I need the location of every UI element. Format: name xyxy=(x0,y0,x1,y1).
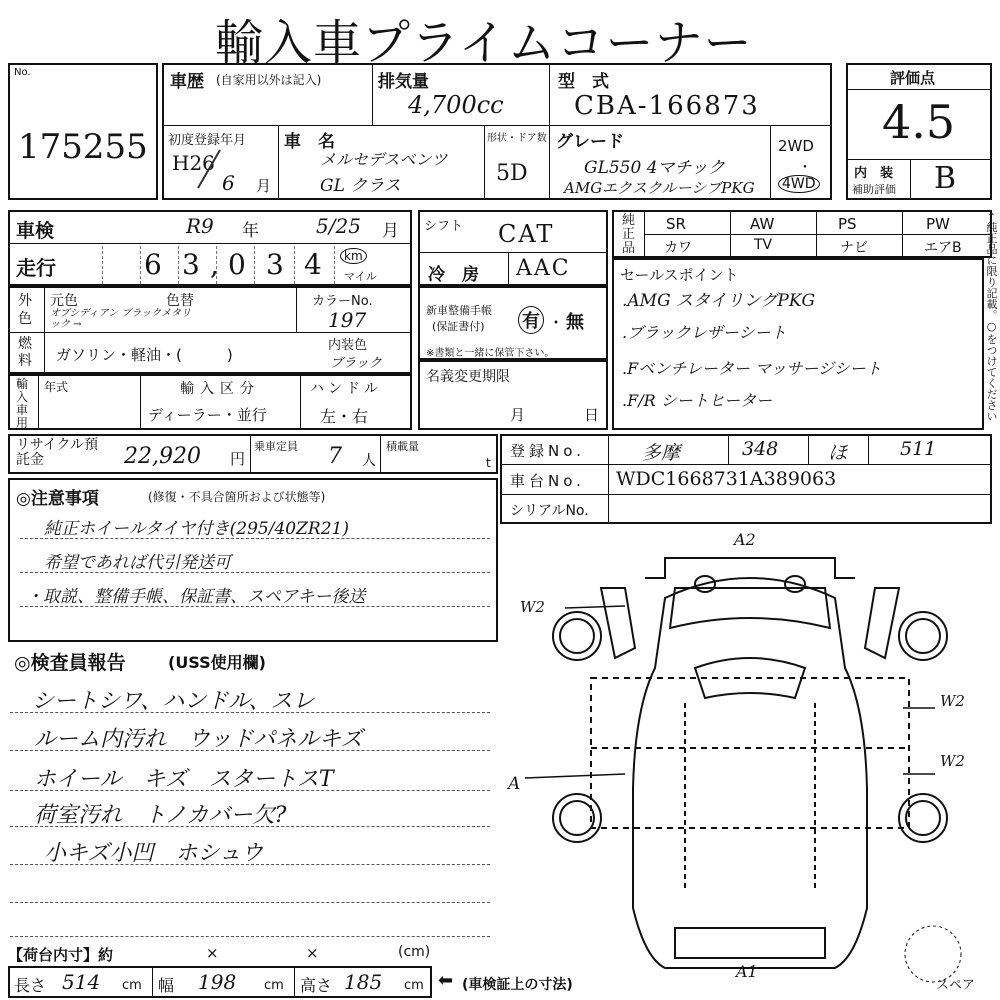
cargo-x2: × xyxy=(306,944,319,962)
manual-sub: (保証書付) xyxy=(432,320,485,333)
note-line-2: 希望であれば代引発送可 xyxy=(44,553,231,573)
color-code-value: 197 xyxy=(328,308,367,332)
inspection-date: 5/25 xyxy=(316,214,361,238)
shape-value: 5D xyxy=(496,161,528,186)
car-name-line1: メルセデスベンツ xyxy=(320,150,448,169)
inspection-era: R9 xyxy=(186,214,214,238)
sales-point-1: .AMG スタイリングPKG xyxy=(622,291,816,311)
model-value: CBA-166873 xyxy=(574,91,760,121)
recycle-value: 22,920 xyxy=(124,444,201,469)
manual-box: 新車整備手帳 (保証書付) 有 ・ 無 ※書類と一緒に保管下さい。 xyxy=(418,286,608,360)
cargo-unit: (cm) xyxy=(398,944,431,960)
mark-a2: A2 xyxy=(734,530,756,549)
color-box xyxy=(8,286,412,374)
mark-a1: A1 xyxy=(736,962,758,981)
cargo-x1: × xyxy=(206,944,219,962)
car-name-line2: GL クラス xyxy=(320,176,401,196)
first-reg-label: 初度登録年月 xyxy=(168,133,247,148)
shift-label: シフト xyxy=(424,219,464,234)
inspection-box xyxy=(8,210,412,286)
chassis-value: WDC1668731A389063 xyxy=(616,468,837,490)
side-note: ←純正品に限り記載。○をつけてください xyxy=(985,212,998,422)
inspector-sub: (USS使用欄) xyxy=(168,653,266,672)
name-change-day: 日 xyxy=(584,406,600,424)
grade-label: グレード xyxy=(556,132,624,152)
spare-label: スペア xyxy=(936,978,976,993)
orig-color-value: オブシディアン ブラックメタリック → xyxy=(50,308,191,330)
mark-w2-right-2: W2 xyxy=(940,752,965,770)
recycle-box xyxy=(8,434,498,474)
ext-color-label: 外色 xyxy=(18,293,32,327)
first-reg-year: H26 xyxy=(172,151,215,175)
width-unit: cm xyxy=(264,978,284,993)
load-unit: t xyxy=(486,456,491,470)
notes-box xyxy=(8,478,498,642)
color-code-label: カラーNo. xyxy=(312,294,373,309)
reg-number: 511 xyxy=(900,438,937,460)
first-reg-month: 6 xyxy=(222,171,235,195)
reg-area: 多摩 xyxy=(642,442,681,464)
displacement-label: 排気量 xyxy=(378,72,429,92)
height-unit: cm xyxy=(404,978,424,993)
inspector-line-3: ホイール キズ スタートスT xyxy=(34,767,334,792)
equip-tv: TV xyxy=(754,237,773,253)
name-change-label: 名義変更期限 xyxy=(426,369,510,385)
shift-box xyxy=(418,210,608,286)
equip-pw: PW xyxy=(926,215,950,233)
mileage-unit-mile: マイル xyxy=(344,270,377,283)
length-unit: cm xyxy=(122,978,142,993)
serial-label: シリアルNo. xyxy=(510,503,589,519)
equipment-box xyxy=(612,210,992,258)
drive-2wd: 2WD xyxy=(778,137,814,155)
reg-kana: ほ xyxy=(828,442,848,464)
name-change-month: 月 xyxy=(510,406,526,424)
note-line-1: 純正ホイールタイヤ付き(295/40ZR21) xyxy=(44,519,349,539)
width-label: 幅 xyxy=(158,976,175,995)
fuel-label: 燃料 xyxy=(18,336,32,369)
inspection-label: 車検 xyxy=(16,220,55,242)
import-box xyxy=(8,374,412,430)
manual-label: 新車整備手帳 xyxy=(426,304,492,317)
model-label: 型 式 xyxy=(558,72,609,92)
name-change-box xyxy=(418,360,608,430)
length-value: 514 xyxy=(62,970,101,994)
page-title: 輸入車プライムコーナー xyxy=(215,15,753,71)
evaluation-box xyxy=(846,63,992,200)
equip-sr: SR xyxy=(666,215,686,233)
handle-label: ハンドル xyxy=(310,381,382,397)
mileage-digit-6: 4 xyxy=(304,248,322,281)
equip-navi: ナビ xyxy=(840,240,868,256)
orig-color-label: 元色 xyxy=(50,293,78,309)
notes-label: ◎注意事項 xyxy=(16,489,99,509)
note-line-3: ・取説、整備手帳、保証書、スペアキー後送 xyxy=(26,587,366,607)
mileage-digit-4: 0 xyxy=(228,248,246,281)
lot-number: 175255 xyxy=(18,127,148,167)
shift-value: CAT xyxy=(498,220,555,248)
mark-a: A xyxy=(508,774,521,794)
header-grid: 車歴 (自家用以外は記入) 排気量 4,700cc 型 式 CBA-166873 初度登録年月 H26 6 月 車 名 メルセデスベンツ GL クラス 形状・ドア数 5D グレード GL550 4マチック AMGエクスクルーシブPKG 2WD ・ 4WD xyxy=(162,63,832,200)
recycle-unit: 円 xyxy=(230,450,246,468)
chassis-label: 車台No. xyxy=(510,472,585,490)
aux-label: 補助評価 xyxy=(852,183,896,196)
displacement-value: 4,700cc xyxy=(408,91,504,119)
mileage-digit-1: 6 xyxy=(144,248,162,281)
import-label: 輸入車用 xyxy=(16,377,29,430)
inspector-label: ◎検査員報告 xyxy=(14,652,126,674)
dimensions-box xyxy=(8,966,432,998)
equip-kawa: カワ xyxy=(664,240,692,256)
car-name-label: 車 名 xyxy=(284,132,335,152)
mileage-label: 走行 xyxy=(16,256,56,280)
load-label: 積載量 xyxy=(386,440,419,453)
sales-point-4: .F/R シートヒーター xyxy=(622,391,773,410)
sales-point-3: .Fベンチレーター マッサージシート xyxy=(622,359,882,378)
notes-sub: (修復・不具合箇所および状態等) xyxy=(148,490,326,504)
interior-score: B xyxy=(934,161,957,196)
mileage-digit-3: , xyxy=(210,248,219,281)
width-value: 198 xyxy=(198,970,237,994)
import-class-label: 輸入区分 xyxy=(180,381,260,397)
dims-note: (車検証上の寸法) xyxy=(462,977,573,993)
history-note: (自家用以外は記入) xyxy=(216,73,322,87)
import-year-label: 年式 xyxy=(44,380,69,394)
manual-yes: 有 xyxy=(518,306,544,334)
inspector-line-1: シートシワ、ハンドル、スレ xyxy=(32,689,315,714)
handle-value: 左・右 xyxy=(320,407,369,426)
equip-ps: PS xyxy=(838,215,857,233)
height-label: 高さ xyxy=(300,976,333,995)
inspection-month-unit: 月 xyxy=(382,221,399,241)
import-class-value: ディーラー・並行 xyxy=(148,406,267,424)
mark-w2-right-1: W2 xyxy=(940,692,965,710)
height-value: 185 xyxy=(344,970,383,994)
mileage-unit-km: km xyxy=(340,248,367,264)
color-change-label: 色替 xyxy=(166,293,194,309)
equip-aw: AW xyxy=(750,215,775,233)
first-reg-month-unit: 月 xyxy=(256,177,272,195)
sales-point-2: .ブラックレザーシート xyxy=(622,323,787,342)
mileage-digit-2: 3 xyxy=(182,248,200,281)
registration-box xyxy=(500,434,992,524)
reg-label: 登録No. xyxy=(510,442,585,460)
manual-no: 無 xyxy=(566,312,584,333)
ac-label: 冷 房 xyxy=(428,265,479,285)
interior-color-label: 内装色 xyxy=(328,338,368,353)
drive-4wd: 4WD xyxy=(778,175,820,193)
interior-label: 内 装 xyxy=(854,166,894,181)
inspector-line-5: 小キズ小凹 ホシュウ xyxy=(44,841,264,866)
cargo-label: 【荷台内寸】約 xyxy=(8,946,114,964)
grade-line2: AMGエクスクルーシブPKG xyxy=(564,179,755,197)
manual-note: ※書類と一緒に保管下さい。 xyxy=(426,348,555,359)
sales-points-label: セールスポイント xyxy=(620,266,739,284)
interior-color-value: ブラック xyxy=(330,356,382,371)
lot-label: No. xyxy=(14,67,31,78)
fuel-options: ガソリン・軽油・( ) xyxy=(56,346,233,364)
capacity-unit: 人 xyxy=(362,453,376,469)
evaluation-score: 4.5 xyxy=(882,95,956,149)
length-label: 長さ xyxy=(14,976,47,995)
grade-line1: GL550 4マチック xyxy=(584,158,726,178)
reg-class: 348 xyxy=(742,438,779,460)
equip-airbag: エアB xyxy=(924,240,962,256)
inspector-line-4: 荷室汚れ トノカバー欠? xyxy=(34,803,287,828)
arrow-left-icon: ⬅ xyxy=(438,970,454,991)
recycle-label: リサイクル預託金 xyxy=(16,437,99,468)
equipment-label: 純正品 xyxy=(622,213,636,256)
ac-value: AAC xyxy=(516,256,571,281)
history-label: 車歴 xyxy=(170,72,204,92)
capacity-value: 7 xyxy=(328,444,342,469)
shape-label: 形状・ドア数 xyxy=(487,133,547,144)
mileage-digit-5: 3 xyxy=(266,248,284,281)
evaluation-label: 評価点 xyxy=(890,69,936,87)
sales-points-box xyxy=(612,258,984,430)
damage-diagram xyxy=(505,528,995,998)
mark-w2-left: W2 xyxy=(520,598,545,616)
lot-box xyxy=(8,63,158,200)
inspector-line-2: ルーム内汚れ ウッドパネルキズ xyxy=(34,727,363,752)
capacity-label: 乗車定員 xyxy=(254,440,298,453)
inspection-year-unit: 年 xyxy=(242,221,259,241)
